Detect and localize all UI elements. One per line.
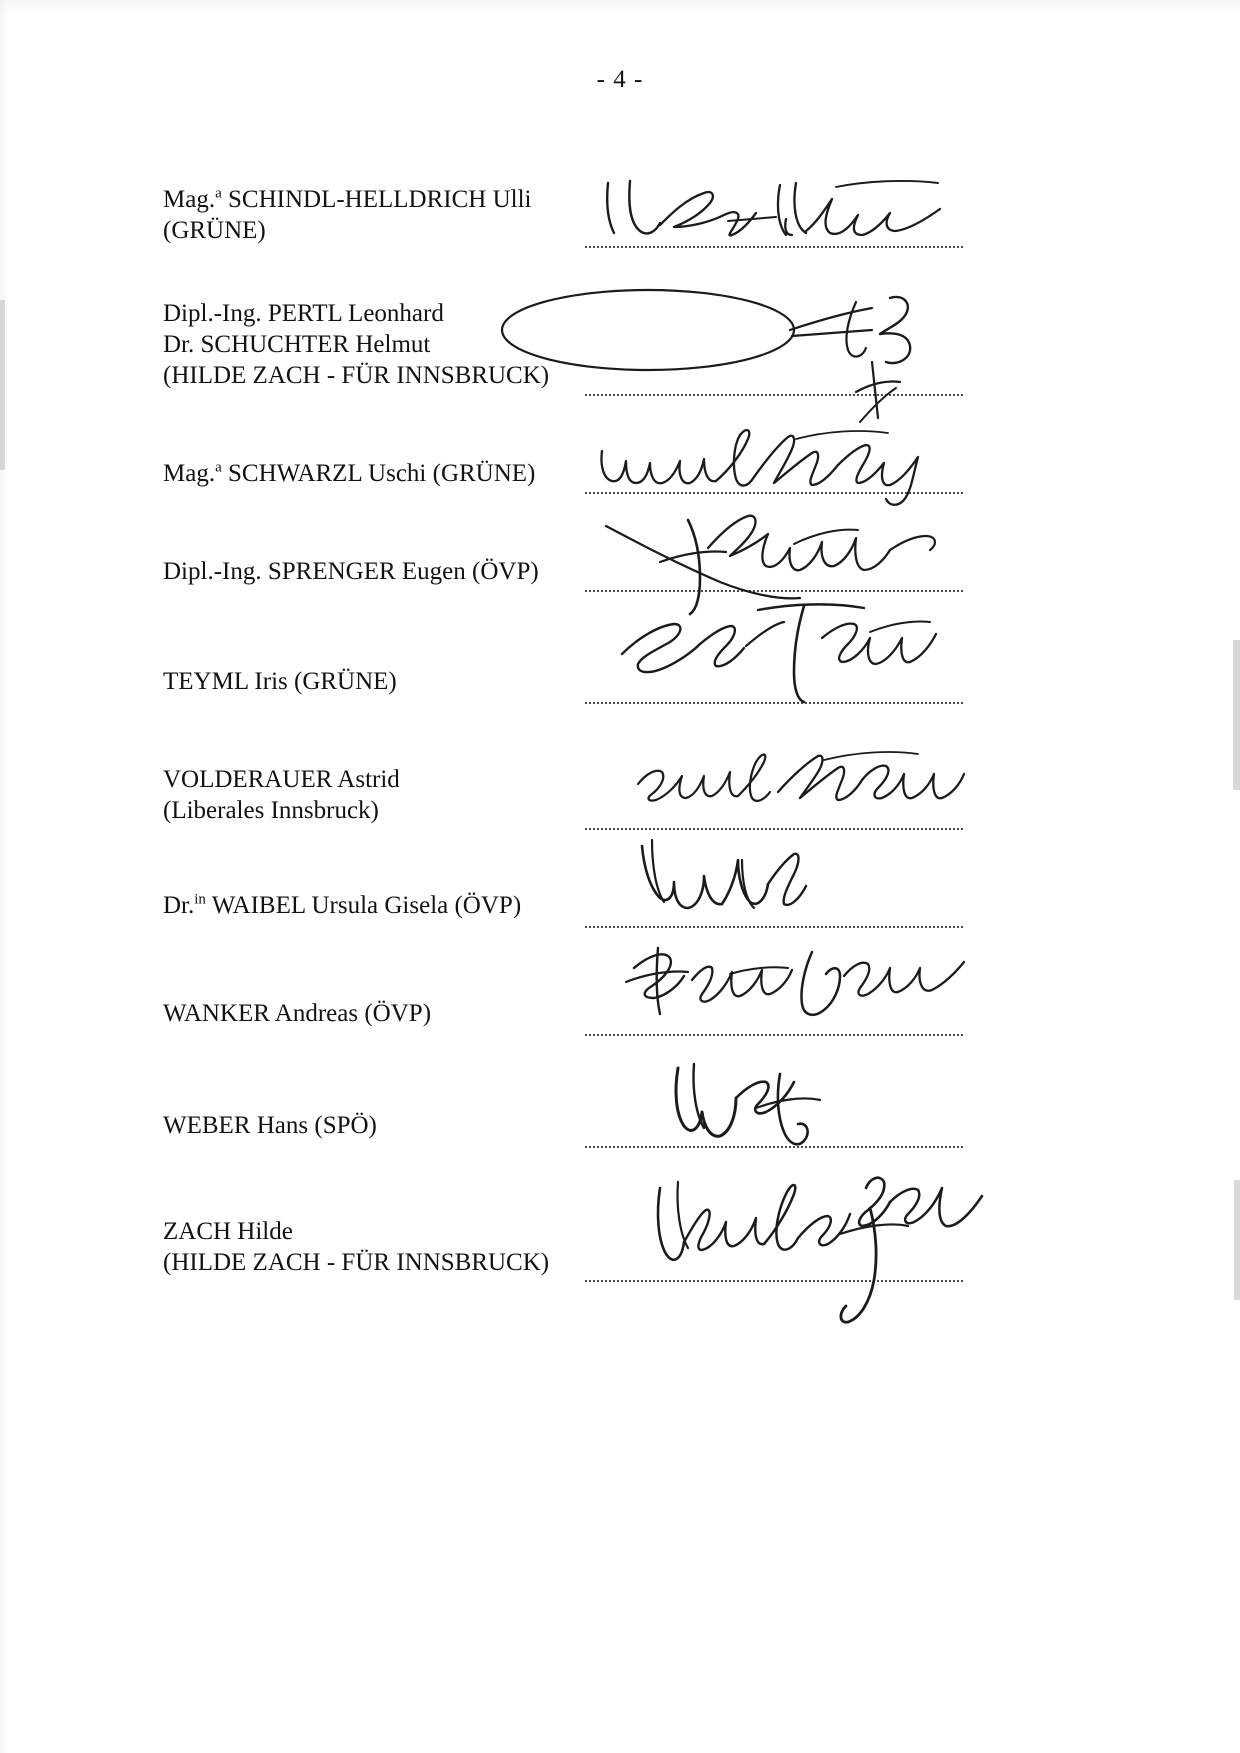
signatory-name: Mag.$^a$ SCHINDL-HELLDRICH Ulli (GRÜNE)	[163, 185, 532, 244]
signature-line[interactable]	[585, 1280, 963, 1282]
signature-row	[0, 626, 1240, 734]
signature-line[interactable]	[585, 702, 963, 704]
signature-row	[0, 278, 1240, 426]
signature-line[interactable]	[585, 1146, 963, 1148]
signatory-name: Dipl.-Ing. PERTL Leonhard Dr. SCHUCHTER Helmut (HILDE ZACH - FÜR INNSBRUCK)	[163, 300, 550, 389]
page-number: - 4 -	[596, 66, 644, 93]
signature-row	[0, 734, 1240, 854]
signature-mark	[600, 165, 960, 255]
signatory-name: Mag.$^a$ SCHWARZL Uschi (GRÜNE)	[163, 459, 536, 487]
signature-row	[0, 1064, 1240, 1176]
signature-line[interactable]	[585, 492, 963, 494]
signature-line[interactable]	[585, 926, 963, 928]
signature-row	[0, 426, 1240, 526]
signatory-name: Dipl.-Ing. SPRENGER Eugen (ÖVP)	[163, 558, 539, 585]
signatory-name: TEYML Iris (GRÜNE)	[163, 668, 397, 695]
scan-edge-artifact-top	[0, 0, 1240, 12]
signature-line[interactable]	[585, 394, 963, 396]
signature-row	[0, 956, 1240, 1064]
signature-mark	[500, 272, 970, 432]
signature-line[interactable]	[585, 828, 963, 830]
signature-list	[0, 160, 1240, 1306]
signature-row	[0, 160, 1240, 278]
signature-line[interactable]	[585, 1034, 963, 1036]
signature-row	[0, 526, 1240, 626]
signature-line[interactable]	[585, 246, 963, 248]
signature-line[interactable]	[585, 590, 963, 592]
signature-row	[0, 1176, 1240, 1306]
signatory-name: VOLDERAUER Astrid (Liberales Innsbruck)	[163, 766, 400, 824]
signature-row	[0, 854, 1240, 956]
signatory-name: WEBER Hans (SPÖ)	[163, 1112, 377, 1139]
signatory-name: Dr.$^{in}$ WAIBEL Ursula Gisela (ÖVP)	[163, 891, 522, 919]
signature-mark	[628, 742, 968, 822]
signature-mark	[596, 421, 956, 511]
signatory-name: WANKER Andreas (ÖVP)	[163, 1000, 432, 1027]
signatory-name: ZACH Hilde (HILDE ZACH - FÜR INNSBRUCK)	[163, 1218, 550, 1276]
